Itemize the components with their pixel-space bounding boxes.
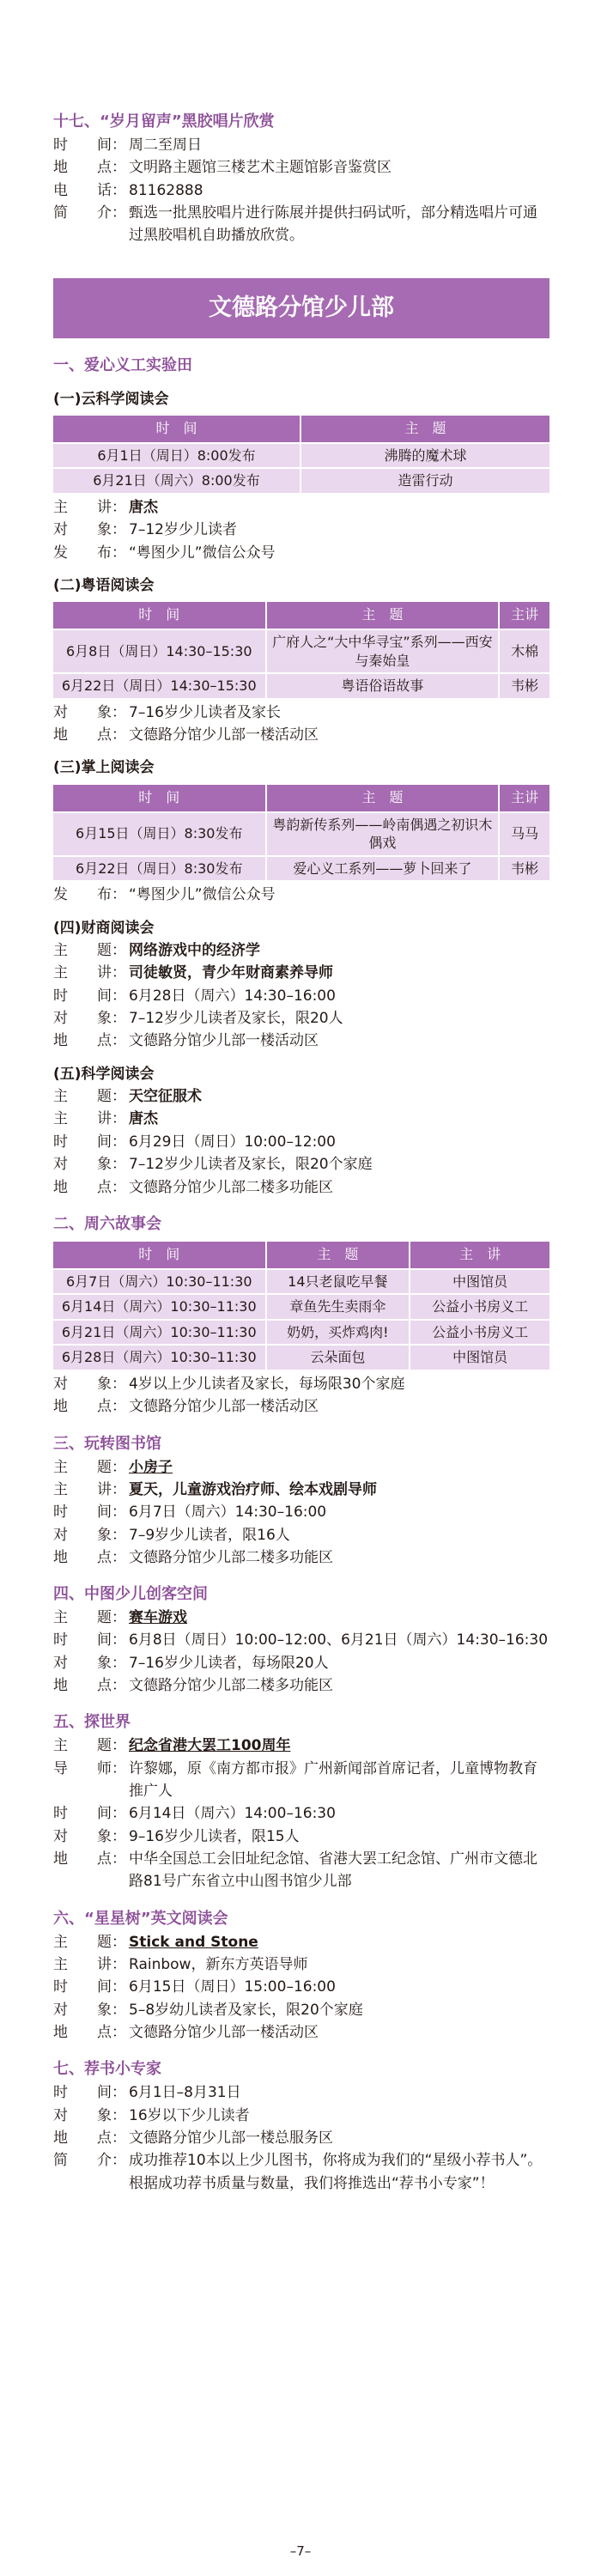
info-row bbox=[53, 1546, 549, 1569]
info-row bbox=[53, 962, 549, 984]
info-row bbox=[53, 1758, 549, 1803]
info-row bbox=[53, 1976, 549, 1998]
table-row bbox=[53, 1293, 549, 1319]
info-label: 地 点： bbox=[53, 1677, 126, 1695]
info-value: Stick and Stone bbox=[129, 1933, 258, 1951]
info-list bbox=[53, 884, 549, 906]
table-row bbox=[53, 1319, 549, 1345]
table-cell: 造雷行动 bbox=[301, 467, 549, 493]
info-value: 周二至周日 bbox=[129, 136, 202, 154]
table-header: 主讲 bbox=[500, 785, 549, 811]
info-value: 司徒敏贤，青少年财商素养导师 bbox=[129, 964, 333, 982]
info-list bbox=[53, 1373, 549, 1419]
section-2 bbox=[53, 1212, 549, 1419]
info-row bbox=[53, 1131, 549, 1153]
branch-banner: 文德路分馆少儿部 bbox=[53, 278, 549, 338]
table-header: 主 题 bbox=[267, 602, 501, 629]
info-value: 唐杰 bbox=[129, 1110, 158, 1128]
info-row bbox=[53, 1652, 549, 1674]
info-value: 文德路分馆少儿部二楼多功能区 bbox=[129, 1178, 333, 1196]
info-row bbox=[53, 1848, 549, 1893]
table-cell: 广府人之“大中华寻宝”系列——西安与秦始皇 bbox=[267, 629, 501, 672]
info-row bbox=[53, 2021, 549, 2044]
info-row bbox=[53, 702, 549, 724]
info-label: 时 间： bbox=[53, 2084, 126, 2102]
info-row bbox=[53, 1953, 549, 1976]
table-cell: 中图馆员 bbox=[410, 1344, 549, 1370]
info-list bbox=[53, 939, 549, 1053]
info-value: 7–16岁少儿读者及家长 bbox=[129, 703, 281, 721]
info-label: 地 点： bbox=[53, 726, 126, 744]
section-title: 六、“星星树”英文阅读会 bbox=[53, 1909, 228, 1928]
info-list bbox=[53, 2081, 549, 2195]
table-cell: 6月15日（周日）8:30发布 bbox=[53, 811, 267, 855]
info-value: 文德路分馆少儿部一楼总服务区 bbox=[129, 2129, 333, 2147]
section-1 bbox=[53, 354, 549, 1199]
section-title: 一、爱心义工实验田 bbox=[53, 355, 192, 374]
info-value: 文德路分馆少儿部二楼多功能区 bbox=[129, 1548, 333, 1566]
info-list bbox=[53, 1456, 549, 1570]
info-value: 81162888 bbox=[129, 181, 203, 199]
info-value: 6月28日（周六）14:30–16:00 bbox=[129, 987, 336, 1005]
info-row bbox=[53, 1735, 549, 1757]
info-row bbox=[53, 1629, 549, 1651]
info-value: 7–16岁少儿读者，每场限20人 bbox=[129, 1654, 329, 1672]
info-value: 许黎娜，原《南方都市报》广州新闻部首席记者，儿童博物教育推广人 bbox=[129, 1759, 537, 1801]
info-label: 对 象： bbox=[53, 1827, 126, 1845]
info-label: 时 间： bbox=[53, 987, 126, 1005]
info-row bbox=[53, 1607, 549, 1629]
info-label: 对 象： bbox=[53, 1375, 126, 1393]
info-row bbox=[53, 939, 549, 962]
info-label: 地 点： bbox=[53, 2024, 126, 2042]
table-cell: 6月8日（周日）14:30–15:30 bbox=[53, 629, 267, 672]
info-value: Rainbow，新东方英语导师 bbox=[129, 1956, 308, 1974]
info-row bbox=[53, 2149, 549, 2195]
info-row bbox=[53, 1999, 549, 2021]
info-row bbox=[53, 496, 549, 519]
info-row bbox=[53, 1826, 549, 1848]
table-header: 时 间 bbox=[53, 602, 267, 629]
info-label: 简 介： bbox=[53, 2152, 126, 2170]
info-value: 6月29日（周日）10:00–12:00 bbox=[129, 1133, 336, 1151]
info-row bbox=[53, 1176, 549, 1199]
info-row bbox=[53, 2081, 549, 2104]
info-row bbox=[53, 156, 549, 179]
info-label: 时 间： bbox=[53, 1631, 126, 1649]
info-label: 对 象： bbox=[53, 2106, 126, 2124]
schedule-table bbox=[53, 785, 549, 881]
table-cell: 6月14日（周六）10:30–11:30 bbox=[53, 1293, 267, 1319]
table-cell: 6月21日（周六）8:00发布 bbox=[53, 467, 301, 493]
info-value: 文明路主题馆三楼艺术主题馆影音鉴赏区 bbox=[129, 159, 392, 177]
subsection-title: (二)粤语阅读会 bbox=[53, 576, 155, 594]
info-label: 主 题： bbox=[53, 1609, 126, 1627]
schedule-table bbox=[53, 1242, 549, 1370]
info-label: 主 题： bbox=[53, 1458, 126, 1476]
info-row bbox=[53, 1456, 549, 1479]
info-label: 对 象： bbox=[53, 1010, 126, 1028]
info-value: 7–12岁少儿读者及家长，限20个家庭 bbox=[129, 1156, 373, 1174]
section-title: 三、玩转图书馆 bbox=[53, 1434, 161, 1453]
table-row bbox=[53, 1268, 549, 1294]
info-label: 对 象： bbox=[53, 1526, 126, 1544]
table-header: 主讲 bbox=[500, 602, 549, 629]
table-row bbox=[53, 467, 549, 493]
table-cell: 6月28日（周六）10:30–11:30 bbox=[53, 1344, 267, 1370]
info-value: 文德路分馆少儿部二楼多功能区 bbox=[129, 1677, 333, 1695]
info-value: 6月8日（周日）10:00–12:00、6月21日（周六）14:30–16:30 bbox=[129, 1631, 549, 1649]
table-header: 时 间 bbox=[53, 785, 267, 811]
info-label: 时 间： bbox=[53, 136, 126, 154]
info-row bbox=[53, 179, 549, 202]
info-value: 文德路分馆少儿部一楼活动区 bbox=[129, 1398, 319, 1416]
info-label: 主 题： bbox=[53, 1088, 126, 1106]
info-row bbox=[53, 884, 549, 906]
table-header: 主 讲 bbox=[410, 1242, 549, 1268]
info-label: 主 讲： bbox=[53, 1110, 126, 1128]
info-value: 7–12岁少儿读者及家长，限20人 bbox=[129, 1010, 343, 1028]
table-cell: 6月1日（周日）8:00发布 bbox=[53, 442, 301, 468]
info-value: 甄选一批黑胶唱片进行陈展并提供扫码试听，部分精选唱片可通过黑胶唱机自助播放欣赏。 bbox=[129, 204, 537, 245]
section-title: 十七、“岁月留声”黑胶唱片欣赏 bbox=[53, 112, 275, 131]
info-label: 地 点： bbox=[53, 2129, 126, 2147]
table-cell: 中图馆员 bbox=[410, 1268, 549, 1294]
table-cell: 章鱼先生卖雨伞 bbox=[267, 1293, 411, 1319]
section-4 bbox=[53, 1583, 549, 1697]
info-label: 主 讲： bbox=[53, 498, 126, 516]
info-value: 文德路分馆少儿部一楼活动区 bbox=[129, 1032, 319, 1050]
info-value: 中华全国总工会旧址纪念馆、省港大罢工纪念馆、广州市文德北路81号广东省立中山图书馆少儿部 bbox=[129, 1850, 537, 1891]
table-cell: 14只老鼠吃早餐 bbox=[267, 1268, 411, 1294]
table-header: 时 间 bbox=[53, 1242, 267, 1268]
info-row bbox=[53, 1373, 549, 1395]
info-value: 文德路分馆少儿部一楼活动区 bbox=[129, 726, 319, 744]
info-label: 简 介： bbox=[53, 204, 126, 222]
info-row bbox=[53, 202, 549, 247]
table-cell: 爱心义工系列——萝卜回来了 bbox=[267, 855, 501, 881]
info-value: 4岁以上少儿读者及家长，每场限30个家庭 bbox=[129, 1375, 405, 1393]
table-cell: 6月21日（周六）10:30–11:30 bbox=[53, 1319, 267, 1345]
table-cell: 沸腾的魔术球 bbox=[301, 442, 549, 468]
info-label: 地 点： bbox=[53, 159, 126, 177]
subsection-title: (四)财商阅读会 bbox=[53, 919, 155, 937]
info-label: 主 讲： bbox=[53, 1480, 126, 1498]
table-row bbox=[53, 629, 549, 672]
table-row bbox=[53, 855, 549, 881]
info-row bbox=[53, 134, 549, 156]
info-label: 发 布： bbox=[53, 886, 126, 904]
table-row bbox=[53, 1344, 549, 1370]
info-list bbox=[53, 134, 549, 247]
table-cell: 6月22日（周日）8:30发布 bbox=[53, 855, 267, 881]
table-header: 主 题 bbox=[267, 1242, 411, 1268]
table-cell: 云朵面包 bbox=[267, 1344, 411, 1370]
info-row bbox=[53, 1802, 549, 1825]
info-label: 时 间： bbox=[53, 1805, 126, 1823]
table-cell: 奶奶，买炸鸡肉! bbox=[267, 1319, 411, 1345]
info-label: 主 题： bbox=[53, 1737, 126, 1755]
info-value: 6月14日（周六）14:00–16:30 bbox=[129, 1805, 336, 1823]
info-value: 天空征服术 bbox=[129, 1088, 202, 1106]
info-value: 唐杰 bbox=[129, 498, 158, 516]
info-list bbox=[53, 702, 549, 747]
info-label: 主 题： bbox=[53, 1933, 126, 1951]
table-header: 主 题 bbox=[301, 416, 549, 442]
info-value: 赛车游戏 bbox=[129, 1609, 187, 1627]
info-label: 地 点： bbox=[53, 1398, 126, 1416]
table-cell: 马马 bbox=[500, 811, 549, 855]
info-value: 5–8岁幼儿读者及家长，限20个家庭 bbox=[129, 2001, 363, 2019]
info-label: 地 点： bbox=[53, 1032, 126, 1050]
section-title: 七、荐书小专家 bbox=[53, 2060, 161, 2079]
info-label: 对 象： bbox=[53, 521, 126, 539]
info-value: 6月15日（周日）15:00–16:00 bbox=[129, 1978, 336, 1996]
section-7 bbox=[53, 2057, 549, 2195]
page-number: –7– bbox=[289, 2543, 312, 2559]
subsection-title: (五)科学阅读会 bbox=[53, 1065, 155, 1083]
table-cell: 韦彬 bbox=[500, 855, 549, 881]
table-cell: 公益小书房义工 bbox=[410, 1293, 549, 1319]
info-row bbox=[53, 519, 549, 541]
info-label: 导 师： bbox=[53, 1759, 126, 1777]
table-cell: 韦彬 bbox=[500, 672, 549, 698]
info-label: 对 象： bbox=[53, 2001, 126, 2019]
table-row bbox=[53, 442, 549, 468]
info-value: 文德路分馆少儿部一楼活动区 bbox=[129, 2024, 319, 2042]
info-value: 小房子 bbox=[129, 1458, 173, 1476]
info-row bbox=[53, 1479, 549, 1501]
info-list bbox=[53, 1607, 549, 1697]
section-title: 二、周六故事会 bbox=[53, 1214, 161, 1233]
info-label: 主 题： bbox=[53, 942, 126, 960]
table-row bbox=[53, 811, 549, 855]
info-list bbox=[53, 1085, 549, 1199]
info-value: “粤图少儿”微信公众号 bbox=[129, 886, 276, 904]
info-row bbox=[53, 542, 549, 564]
info-value: 夏天，儿童游戏治疗师、绘本戏剧导师 bbox=[129, 1480, 377, 1498]
info-list bbox=[53, 1931, 549, 2044]
info-value: 7–12岁少儿读者 bbox=[129, 521, 237, 539]
schedule-table bbox=[53, 602, 549, 698]
info-row bbox=[53, 2127, 549, 2149]
table-cell: 公益小书房义工 bbox=[410, 1319, 549, 1345]
info-value: “粤图少儿”微信公众号 bbox=[129, 544, 276, 562]
section-title: 五、探世界 bbox=[53, 1713, 131, 1732]
section-title: 四、中图少儿创客空间 bbox=[53, 1585, 208, 1604]
info-row bbox=[53, 1153, 549, 1176]
info-value: 7–9岁少儿读者，限16人 bbox=[129, 1526, 290, 1544]
info-row bbox=[53, 2105, 549, 2127]
section-3 bbox=[53, 1432, 549, 1570]
info-row bbox=[53, 1524, 549, 1546]
info-label: 地 点： bbox=[53, 1548, 126, 1566]
info-value: 6月7日（周六）14:30–16:00 bbox=[129, 1504, 327, 1522]
section-5 bbox=[53, 1710, 549, 1893]
table-cell: 粤韵新传系列——岭南偶遇之初识木偶戏 bbox=[267, 811, 501, 855]
info-list bbox=[53, 1735, 549, 1893]
section-17 bbox=[53, 110, 549, 247]
info-label: 地 点： bbox=[53, 1178, 126, 1196]
info-label: 电 话： bbox=[53, 181, 126, 199]
info-list bbox=[53, 496, 549, 564]
info-value: 纪念省港大罢工100周年 bbox=[129, 1737, 291, 1755]
info-row bbox=[53, 1395, 549, 1418]
info-label: 对 象： bbox=[53, 703, 126, 721]
info-value: 成功推荐10本以上少儿图书，你将成为我们的“星级小荐书人”。根据成功荐书质量与数量，我们将推选出“荐书小专家”！ bbox=[129, 2152, 543, 2192]
subsection-title: (一)云科学阅读会 bbox=[53, 390, 169, 408]
table-cell: 粤语俗语故事 bbox=[267, 672, 501, 698]
info-label: 地 点： bbox=[53, 1850, 126, 1868]
info-row bbox=[53, 985, 549, 1007]
info-label: 对 象： bbox=[53, 1156, 126, 1174]
table-cell: 6月22日（周日）14:30–15:30 bbox=[53, 672, 267, 698]
table-cell: 木棉 bbox=[500, 629, 549, 672]
info-label: 主 讲： bbox=[53, 1956, 126, 1974]
info-row bbox=[53, 1931, 549, 1953]
info-row bbox=[53, 1501, 549, 1523]
info-label: 时 间： bbox=[53, 1978, 126, 1996]
info-value: 网络游戏中的经济学 bbox=[129, 942, 260, 960]
info-row bbox=[53, 1085, 549, 1108]
info-row bbox=[53, 724, 549, 746]
table-header: 主 题 bbox=[267, 785, 501, 811]
info-value: 16岁以下少儿读者 bbox=[129, 2106, 250, 2124]
info-label: 主 讲： bbox=[53, 964, 126, 982]
info-label: 对 象： bbox=[53, 1654, 126, 1672]
table-header: 时 间 bbox=[53, 416, 301, 442]
info-value: 9–16岁少儿读者，限15人 bbox=[129, 1827, 300, 1845]
info-row bbox=[53, 1030, 549, 1052]
table-row bbox=[53, 672, 549, 698]
info-label: 时 间： bbox=[53, 1504, 126, 1522]
info-label: 时 间： bbox=[53, 1133, 126, 1151]
info-value: 6月1日–8月31日 bbox=[129, 2084, 241, 2102]
table-cell: 6月7日（周六）10:30–11:30 bbox=[53, 1268, 267, 1294]
info-label: 发 布： bbox=[53, 544, 126, 562]
info-row bbox=[53, 1007, 549, 1030]
subsection-title: (三)掌上阅读会 bbox=[53, 759, 155, 777]
info-row bbox=[53, 1108, 549, 1130]
section-6 bbox=[53, 1907, 549, 2044]
info-row bbox=[53, 1674, 549, 1697]
schedule-table bbox=[53, 416, 549, 493]
